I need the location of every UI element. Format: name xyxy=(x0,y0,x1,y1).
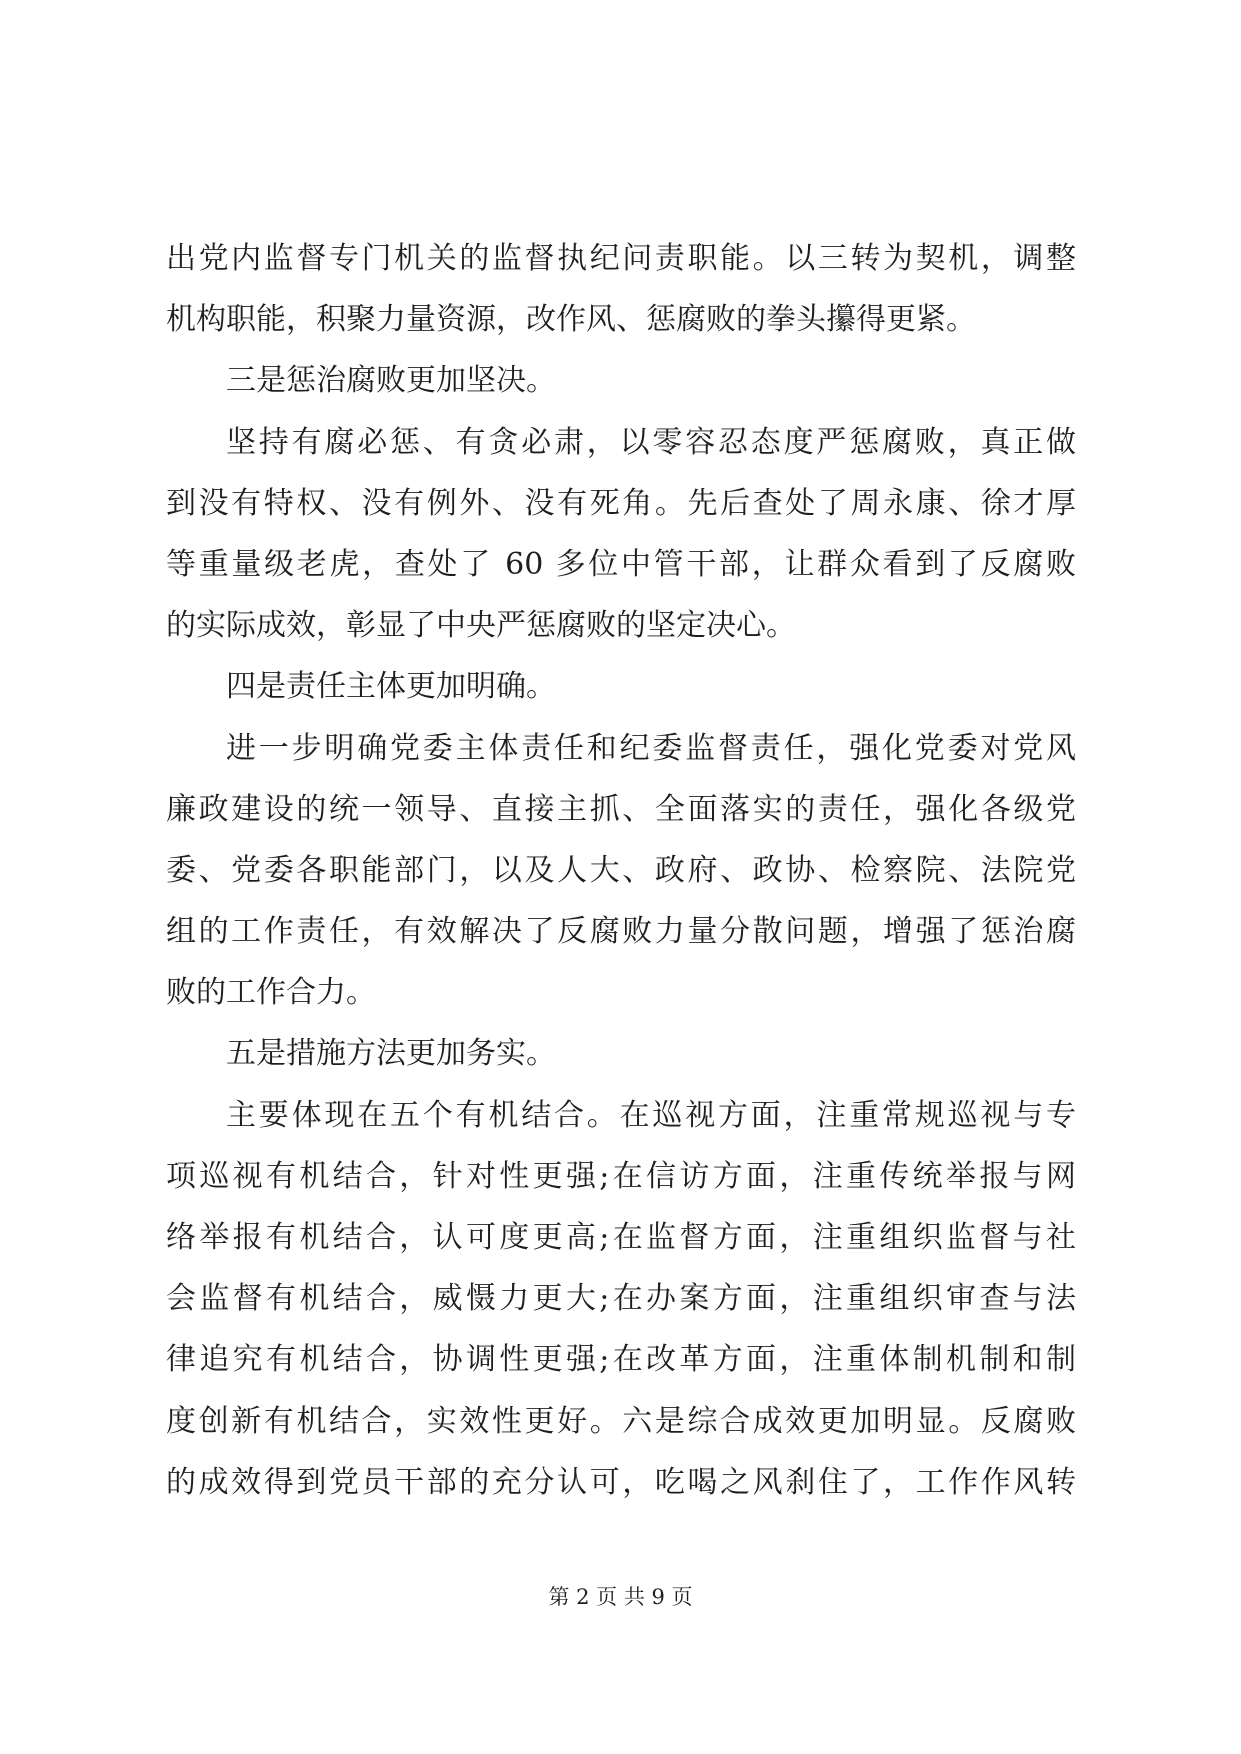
text-line-4: 坚持有腐必惩、有贪必肃，以零容忍态度严惩腐败，真正做 xyxy=(226,424,1076,460)
section-heading-4: 四是责任主体更加明确。 xyxy=(226,669,556,705)
text-line-5: 到没有特权、没有例外、没有死角。先后查处了周永康、徐才厚 xyxy=(166,485,1076,521)
text-line-7: 的实际成效，彰显了中央严惩腐败的坚定决心。 xyxy=(166,608,796,644)
page-number-label: 第 2 页 共 9 页 xyxy=(548,1585,693,1609)
section-heading-5: 五是措施方法更加务实。 xyxy=(226,1036,556,1072)
text-line-6: 等重量级老虎，查处了 60 多位中管干部，让群众看到了反腐败 xyxy=(166,546,1076,582)
text-line-12: 组的工作责任，有效解决了反腐败力量分散问题，增强了惩治腐 xyxy=(166,914,1076,950)
page-footer xyxy=(0,1582,1241,1612)
section-heading-3: 三是惩治腐败更加坚决。 xyxy=(226,363,556,399)
text-line-16: 项巡视有机结合，针对性更强;在信访方面，注重传统举报与网 xyxy=(166,1158,1076,1194)
text-line-18: 会监督有机结合，威慑力更大;在办案方面，注重组织审查与法 xyxy=(166,1281,1076,1317)
text-line-17: 络举报有机结合，认可度更高;在监督方面，注重组织监督与社 xyxy=(166,1220,1076,1255)
text-line-21: 的成效得到党员干部的充分认可，吃喝之风刹住了，工作作风转 xyxy=(166,1464,1076,1500)
text-line-9: 进一步明确党委主体责任和纪委监督责任，强化党委对党风 xyxy=(226,730,1076,766)
text-line-11: 委、党委各职能部门，以及人大、政府、政协、检察院、法院党 xyxy=(166,852,1076,888)
text-line-20: 度创新有机结合，实效性更好。六是综合成效更加明显。反腐败 xyxy=(166,1403,1076,1439)
text-line-15: 主要体现在五个有机结合。在巡视方面，注重常规巡视与专 xyxy=(226,1097,1076,1133)
body-text xyxy=(166,228,1076,1513)
text-line-1: 出党内监督专门机关的监督执纪问责职能。以三转为契机，调整 xyxy=(166,241,1076,276)
text-line-2: 机构职能，积聚力量资源，改作风、惩腐败的拳头攥得更紧。 xyxy=(166,302,976,338)
text-line-10: 廉政建设的统一领导、直接主抓、全面落实的责任，强化各级党 xyxy=(166,791,1076,827)
text-line-13: 败的工作合力。 xyxy=(166,975,376,1011)
text-line-19: 律追究有机结合，协调性更强;在改革方面，注重体制机制和制 xyxy=(166,1342,1076,1378)
